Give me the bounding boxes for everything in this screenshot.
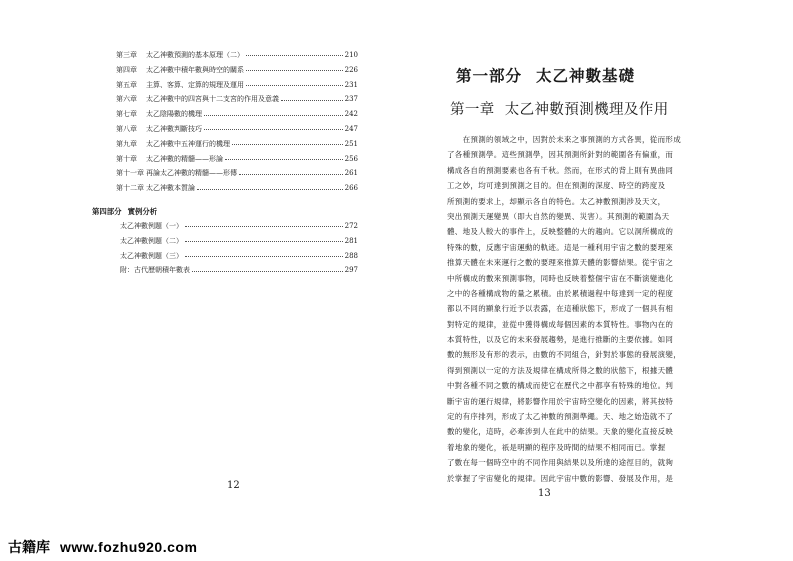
toc-chapter-title: 太乙神數預測的基本原理（二）	[146, 51, 244, 59]
toc-chapter-title: 太乙神數中的四宮與十二支宮的作用及意義	[146, 95, 279, 104]
toc-leader-dots	[185, 225, 343, 227]
body-text-line: 構成各自的預測要素也各有千秋。然而，在形式的背上則有異曲同	[447, 165, 674, 175]
body-text-line: 工之妙，均可達到預測之目的。但在預測的深度、時空的跨度及	[447, 181, 666, 191]
watermark-url: www.fozhu920.com	[60, 539, 198, 555]
toc-chapter-number: 第四章	[116, 65, 137, 74]
part-title-label: 第一部分	[456, 66, 523, 85]
toc-leader-dots	[246, 69, 343, 71]
toc-row	[116, 249, 358, 264]
toc-page-number: 210	[344, 51, 358, 59]
part-four-heading	[92, 205, 358, 219]
body-text-line: 在預測的領域之中，因對於未來之事預測的方式各異，從而形成	[447, 135, 681, 144]
toc-page-number: 266	[344, 184, 358, 193]
toc-chapter-title: 主算、客算、定算的規理及運用	[146, 80, 244, 89]
body-text-line: 都以不同的顯象行近予以表露，在這種狀態下，形成了一個具有相	[447, 304, 674, 314]
toc-leader-dots	[239, 173, 343, 175]
toc-leader-dots	[281, 99, 343, 101]
body-text-line: 中對各種不同之數的構成而使它在歷代之中都享有特殊的地位。判	[447, 381, 674, 391]
body-text-line: 斷宇宙的運行規律，將影響作用於宇宙時空變化的因素，將其按特	[447, 396, 674, 406]
toc-row	[116, 63, 358, 78]
part-title-text: 太乙神數基礎	[536, 66, 636, 85]
toc-chapter-number: 第七章	[116, 110, 137, 119]
watermark-label: 古籍库	[8, 539, 50, 555]
toc-page-number: 226	[344, 65, 358, 74]
toc-leader-dots	[204, 128, 343, 130]
body-text-line: 數的變化，這時，必牽涉到人在此中的結果。天象的變化直接反映	[447, 427, 674, 437]
toc-entry-title: 附：古代歷朝積年數表	[120, 266, 190, 275]
toc-chapter-number: 第五章	[116, 80, 137, 89]
body-text-line: 於掌握了宇宙變化的規律。因此宇宙中數的影響、發展及作用，是	[447, 473, 674, 483]
toc-leader-dots	[185, 255, 343, 257]
toc-row	[116, 263, 358, 278]
toc-page-number: 256	[344, 154, 358, 163]
body-text	[447, 132, 703, 486]
toc-chapter-title: 太乙神數的精髓——形論	[146, 154, 223, 163]
body-text-line: 了各種預測學。這些預測學，因其預測所針對的範圍各有偏重，而	[447, 150, 674, 160]
toc-leader-dots	[204, 114, 343, 116]
table-of-contents	[92, 48, 358, 278]
body-text-line: 對特定的規律，並從中獲得構成每個因素的本質特性。事物內在的	[447, 319, 674, 329]
toc-page-number: 237	[344, 95, 358, 104]
body-text-line: 之中的各種構成物的量之累積。由於累積過程中每達到一定的程度	[447, 288, 674, 298]
page-number-right: 13	[538, 488, 551, 499]
toc-leader-dots	[192, 270, 343, 272]
toc-page-number: 242	[344, 110, 358, 119]
part-four-title: 實例分析	[127, 206, 158, 216]
toc-row	[116, 137, 358, 152]
toc-page-number: 281	[344, 236, 358, 245]
toc-row	[116, 122, 358, 137]
toc-leader-dots	[232, 143, 343, 145]
toc-chapter-number: 第十一章	[116, 169, 144, 178]
body-text-line: 着地象的變化，祇是明顯的程序及時間的結果不相同而已。掌握	[447, 442, 666, 452]
toc-row	[116, 107, 358, 122]
toc-chapter-title: 太乙神數中五神運行的機理	[146, 139, 230, 148]
body-text-line: 了數在每一個時空中的不同作用與結果以及所達的途徑目的，就夠	[447, 458, 674, 468]
toc-row	[116, 181, 358, 196]
toc-chapter-number: 第八章	[116, 124, 137, 133]
body-text-line: 特殊的數，反應宇宙運動的軌迹。這是一種利用宇宙之數的要理來	[447, 242, 674, 252]
toc-page-number: 288	[344, 251, 358, 260]
toc-chapter-number: 第九章	[116, 139, 137, 148]
body-text-line: 推算天體在未來運行之數的要理來推算天體的影響結果。從宇宙之	[447, 258, 674, 268]
toc-chapter-number: 第三章	[116, 51, 137, 59]
part-title	[456, 64, 656, 86]
toc-chapter-number: 第十章	[116, 154, 137, 163]
part-four-label: 第四部分	[92, 206, 122, 216]
toc-row	[116, 92, 358, 107]
body-text-line: 本質特性，以及它的未來發展趨勢，是進行推斷的主要依據。如同	[447, 335, 674, 345]
toc-chapter-title: 太乙神數本質論	[146, 184, 195, 193]
toc-row	[116, 234, 358, 249]
body-text-line: 得到預測以一定的方法及規律在構成所得之數的狀態下，根據天體	[447, 365, 674, 375]
watermark-banner	[0, 531, 793, 561]
toc-chapter-number: 第十二章	[116, 184, 144, 193]
toc-leader-dots	[197, 188, 343, 190]
toc-row	[116, 166, 358, 181]
toc-chapter-number: 第六章	[116, 95, 137, 104]
toc-chapter-title: 太乙神數中積年數與時空的關系	[146, 65, 244, 74]
toc-page-number: 272	[344, 221, 358, 230]
toc-page-number: 297	[344, 266, 358, 275]
toc-leader-dots	[246, 54, 343, 56]
body-text-line: 所預測的要求上，却顯示各自的特色。太乙神數預測涉及天文，	[447, 196, 666, 206]
toc-entry-title: 太乙神數例題（一）	[120, 221, 183, 230]
chapter-title-text: 太乙神數預測機理及作用	[504, 102, 669, 118]
chapter-title-label: 第一章	[450, 102, 495, 118]
body-text-line: 數的無形及有形的表示，由數的不同組合，針對於事態的發展演變，	[447, 350, 681, 360]
body-text-line: 中所構成的數來預測事物，同時也反映着整個宇宙在不斷演變進化	[447, 273, 674, 283]
toc-page-number: 261	[344, 169, 358, 178]
toc-chapter-title: 太乙陰陽數的機理	[146, 110, 202, 119]
toc-leader-dots	[246, 84, 343, 86]
toc-leader-dots	[225, 158, 343, 160]
toc-chapter-title: 太乙神數判斷技巧	[146, 124, 202, 133]
toc-row	[116, 48, 358, 63]
toc-row	[116, 152, 358, 167]
toc-leader-dots	[185, 240, 343, 242]
toc-page-number: 251	[344, 139, 358, 148]
toc-row	[116, 219, 358, 234]
chapter-title	[450, 98, 690, 119]
toc-entry-title: 太乙神數例題（三）	[120, 251, 183, 260]
body-text-line: 定的有序排列，形成了太乙神數的預測準繩。天、地之始造就不了	[447, 412, 674, 422]
toc-page-number: 247	[344, 124, 358, 133]
toc-page-number: 231	[344, 80, 358, 89]
left-page	[0, 0, 396, 531]
toc-chapter-title: 再論太乙神數的精髓——形傳	[146, 169, 237, 178]
page-number-left: 12	[227, 480, 240, 491]
body-text-line: 體、地及人較大的事件上，反映整體的大的趨向。它以洞所構成的	[447, 227, 674, 237]
toc-entry-title: 太乙神數例題（二）	[120, 236, 183, 245]
body-text-line: 突出預測天運變異（即大自然的變異、災害）。其預測的範圍為天	[447, 211, 670, 221]
watermark-text	[8, 537, 197, 557]
toc-row	[116, 78, 358, 93]
